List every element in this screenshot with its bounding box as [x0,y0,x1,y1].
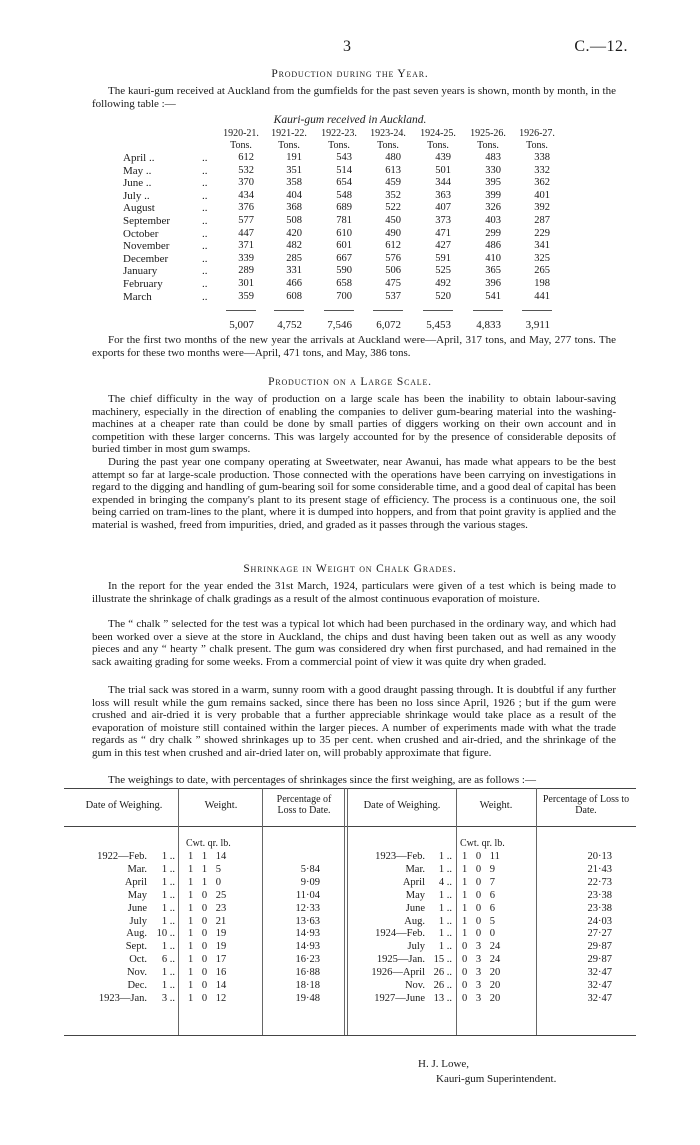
weighing-percentage: 29·87 [587,954,612,966]
weighing-date: Dec. [127,980,147,991]
large-scale-text-1: The chief difficulty in the way of production on a large scale has been the inability to obtain labour-saving machinery, especially in the direction of enabling the companies to deliver gum-bearing material into the washing-machines at a cheaper rate than could be done by small parties of diggers working on their own account and in competition with these larger concerns. This was largely accounted for by the presence of considerable deposits of buried timber in most gum swamps. [92,393,616,456]
table-cell: 331 [286,265,302,277]
table-cell: 608 [286,290,302,302]
heading-production-during-year: Production during the Year. [271,68,429,80]
weight-units-left: Cwt. qr. lb. [186,838,231,849]
weighing-weight: 1 0 16 [188,967,227,979]
table-cell: 590 [336,265,352,277]
month-label: January [123,265,158,278]
weighing-date: May [405,889,425,901]
table-caption: Kauri-gum received in Auckland. [273,114,427,126]
month-label: October [123,227,159,240]
weighing-date: June [127,902,147,914]
table-cell: 325 [534,252,550,264]
weighing-weight: 1 1 0 [188,876,221,888]
weighing-day: 1 .. [161,980,175,991]
weighing-date: Aug. [404,915,425,927]
unit-header: Tons. [230,140,252,151]
table-cell: 781 [336,215,352,226]
unit-header: Tons. [278,140,300,151]
weighing-date: 1923—Jan. [98,992,147,1004]
weighing-percentage: 18·18 [295,980,320,991]
weighing-percentage: 16·88 [295,967,320,979]
weighing-percentage: 23·38 [587,889,612,901]
table-cell: 326 [485,202,501,214]
table-cell: 339 [238,252,254,264]
weighing-date: Nov. [126,967,147,979]
weighing-date: July [407,941,425,953]
leader-dots: .. [202,252,208,265]
table-cell: 486 [485,240,501,252]
weighing-percentage: 16·23 [295,954,320,966]
table-cell: 577 [238,215,254,226]
weighing-percentage: 9·09 [300,876,320,888]
table-cell: 299 [485,227,501,239]
weighing-weight: 0 3 20 [462,980,501,991]
weighing-weight: 0 3 24 [462,954,501,966]
weighing-percentage: 20·13 [587,851,612,862]
weighing-weight: 1 0 11 [462,851,500,862]
table-cell: 229 [534,227,550,239]
weighing-day: 1 .. [161,915,175,927]
table-cell: 403 [485,215,501,226]
signature-title: Kauri-gum Superintendent. [436,1073,557,1085]
weighing-day: 1 .. [438,889,452,901]
total-cell: 4,833 [476,319,501,331]
header-bottom-rule [64,826,636,827]
weighing-weight: 1 0 25 [188,889,227,901]
table-cell: 191 [286,152,302,163]
weighing-date: Aug. [126,928,147,940]
table-cell: 338 [534,152,550,163]
weighing-day: 1 .. [161,851,175,862]
table-cell: 373 [435,215,451,226]
table-cell: 548 [336,189,352,201]
table-cell: 520 [435,290,451,302]
month-label: March [123,290,152,303]
weighing-weight: 1 0 9 [462,863,495,875]
weighing-day: 1 .. [438,902,452,914]
weighing-date: 1922—Feb. [97,851,147,862]
month-label: November [123,240,170,253]
weighing-day: 1 .. [438,863,452,875]
table-cell: 537 [385,290,401,302]
weighing-percentage: 21·43 [587,863,612,875]
table-cell: 404 [286,189,302,201]
pct-header-right: Percentage of Loss to Date. [542,794,630,816]
weighing-day: 3 .. [161,992,175,1004]
weighing-percentage: 14·93 [295,928,320,940]
table-cell: 265 [534,265,550,277]
weighing-date: 1927—June [374,992,425,1004]
weighing-day: 13 .. [433,992,452,1004]
table-cell: 285 [286,252,302,264]
weighing-weight: 1 0 23 [188,902,227,914]
weighing-day: 1 .. [438,851,452,862]
weighing-percentage: 19·48 [295,992,320,1004]
table-cell: 654 [336,177,352,189]
total-cell: 4,752 [277,319,302,331]
table-cell: 301 [238,278,254,289]
weighing-day: 1 .. [161,889,175,901]
table-cell: 532 [238,164,254,176]
total-cell: 6,072 [376,319,401,331]
year-header: 1920-21. [223,128,259,139]
weighing-percentage: 22·73 [587,876,612,888]
heading-large-scale: Production on a Large Scale. [268,376,432,388]
weighing-weight: 1 0 12 [188,992,227,1004]
year-header: 1921-22. [271,128,307,139]
year-header: 1925-26. [470,128,506,139]
weighing-date: April [402,876,425,888]
unit-header: Tons. [526,140,548,151]
table-cell: 396 [485,278,501,289]
weighing-day: 26 .. [433,980,452,991]
table-cell: 689 [336,202,352,214]
total-cell: 7,546 [327,319,352,331]
weighing-weight: 1 0 6 [462,889,495,901]
table-cell: 471 [435,227,451,239]
table-cell: 490 [385,227,401,239]
table-cell: 363 [435,189,451,201]
weighing-day: 6 .. [161,954,175,966]
table-cell: 492 [435,278,451,289]
table-cell: 359 [238,290,254,302]
table-cell: 362 [534,177,550,189]
table-cell: 700 [336,290,352,302]
weighing-day: 1 .. [161,941,175,953]
table-cell: 371 [238,240,254,252]
table-cell: 447 [238,227,254,239]
weighing-date: Sept. [125,941,147,953]
leader-dots: .. [202,265,208,278]
leader-dots: .. [202,164,208,177]
table-cell: 612 [238,152,254,163]
date-header-left: Date of Weighing. [85,800,163,811]
table-cell: 392 [534,202,550,214]
weighing-weight: 1 0 5 [462,915,495,927]
table-cell: 459 [385,177,401,189]
table-cell: 480 [385,152,401,163]
leader-dots: .. [202,215,208,227]
shrinkage-text-2: The “ chalk ” selected for the test was a typical lot which had been purchased in the ordinary way, and which had been worked over a sieve at the store in Auckland, the chips and dust having been taken out as well as any woody pieces and any “ hearty ” chalk present. The gum was considered dry when first purchased, and had remained in the sack awaiting grading for some weeks. From a commercial point of view it was quite dry when graded. [92,618,616,668]
table-cell: 289 [238,265,254,277]
shrinkage-text-4: The weighings to date, with percentages of shrinkages since the first weighing, are as follows :— [108,774,536,786]
month-label: July .. [123,189,150,202]
weighing-day: 1 .. [161,902,175,914]
weight-header-left: Weight. [204,800,238,811]
weighing-date: Nov. [404,980,425,991]
table-bottom-rule [64,1035,636,1036]
after-table-text: For the first two months of the new year the arrivals at Auckland were—April, 317 tons, and May, 277 tons. The exports for these two months were—April, 471 tons, and May, 386 tons. [92,334,616,359]
month-label: June .. [123,177,152,190]
leader-dots: .. [202,152,208,164]
table-cell: 601 [336,240,352,252]
total-cell: 5,453 [426,319,451,331]
year-header: 1924-25. [420,128,456,139]
weighing-date: Mar. [405,863,425,875]
weighing-percentage: 14·93 [295,941,320,953]
weighing-day: 1 .. [438,928,452,940]
weighing-percentage: 11·04 [295,889,320,901]
intro-text: The kauri-gum received at Auckland from the gumfields for the past seven years is shown, month by month, in the following table :— [92,85,616,110]
table-cell: 370 [238,177,254,189]
weighing-weight: 1 0 0 [462,928,495,940]
document-reference: C.—12. [574,38,628,55]
large-scale-text-2: During the past year one company operating at Sweetwater, near Awanui, has made what appears to be the best attempt so far at large-scale production. Those connected with the operations have been carrying on investigations in regard to the digging and handling of gum-bearing soil for some considerable time, and a good deal of capital has been expended in bringing the company's plant to its present stage of efficiency. The process is a continuous one, the soil being carried on tram-lines to the plant, where it is dumped into hoppers, and from that point gravity is applied and the material is washed, freed from impurities, dried, and graded as it passes through the various stages. [92,456,616,531]
weighing-day: 10 .. [156,928,175,940]
weighing-percentage: 5·84 [300,863,320,875]
table-cell: 612 [385,240,401,252]
leader-dots: .. [202,177,208,190]
month-label: April .. [123,152,155,164]
table-cell: 399 [485,189,501,201]
year-header: 1926-27. [519,128,555,139]
table-cell: 352 [385,189,401,201]
column-rule [344,788,345,1035]
table-cell: 508 [286,215,302,226]
table-cell: 483 [485,152,501,163]
table-cell: 198 [534,278,550,289]
weighing-percentage: 27·27 [587,928,612,940]
table-cell: 376 [238,202,254,214]
weighing-percentage: 13·63 [295,915,320,927]
weighing-day: 15 .. [433,954,452,966]
total-cell: 3,911 [525,319,550,331]
weighing-weight: 1 0 17 [188,954,227,966]
table-cell: 522 [385,202,401,214]
year-header: 1923-24. [370,128,406,139]
table-top-rule [64,788,636,789]
table-cell: 475 [385,278,401,289]
weight-units-right: Cwt. qr. lb. [460,838,505,849]
table-cell: 613 [385,164,401,176]
weighing-weight: 1 0 21 [188,915,227,927]
weighing-weight: 1 0 14 [188,980,227,991]
table-cell: 667 [336,252,352,264]
weighing-weight: 0 3 20 [462,992,501,1004]
leader-dots: .. [202,202,208,215]
leader-dots: .. [202,290,208,303]
weighing-weight: 1 0 19 [188,928,227,940]
weighing-date: May [127,889,147,901]
table-cell: 358 [286,177,302,189]
month-label: September [123,215,171,227]
table-cell: 368 [286,202,302,214]
unit-header: Tons. [377,140,399,151]
weighing-percentage: 32·47 [587,992,612,1004]
table-cell: 395 [485,177,501,189]
weighing-weight: 1 0 19 [188,941,227,953]
table-cell: 658 [336,278,352,289]
table-cell: 407 [435,202,451,214]
weighing-weight: 0 3 20 [462,967,501,979]
weighing-day: 1 .. [438,915,452,927]
leader-dots: .. [202,240,208,253]
table-cell: 450 [385,215,401,226]
weighing-day: 1 .. [161,863,175,875]
weighing-weight: 1 1 5 [188,863,221,875]
weighing-day: 26 .. [433,967,452,979]
leader-dots: .. [202,227,208,240]
table-cell: 466 [286,278,302,289]
table-cell: 332 [534,164,550,176]
table-cell: 341 [534,240,550,252]
table-cell: 610 [336,227,352,239]
table-cell: 351 [286,164,302,176]
table-cell: 525 [435,265,451,277]
weighing-percentage: 29·87 [587,941,612,953]
date-header-right: Date of Weighing. [363,800,441,811]
table-cell: 441 [534,290,550,302]
weighing-date: Oct. [129,954,147,966]
weighing-date: 1923—Feb. [375,851,425,862]
weighing-weight: 1 0 7 [462,876,495,888]
weighing-percentage: 24·03 [587,915,612,927]
weighing-weight: 1 1 14 [188,851,227,862]
heading-shrinkage: Shrinkage in Weight on Chalk Grades. [243,563,457,575]
table-cell: 401 [534,189,550,201]
page-number: 3 [343,38,351,55]
weighing-date: July [129,915,147,927]
leader-dots: .. [202,278,208,290]
weighing-percentage: 32·47 [587,980,612,991]
table-cell: 434 [238,189,254,201]
weighing-day: 1 .. [438,941,452,953]
table-cell: 541 [485,290,501,302]
table-cell: 420 [286,227,302,239]
table-cell: 439 [435,152,451,163]
table-cell: 543 [336,152,352,163]
column-rule [456,788,457,1035]
leader-dots: .. [202,189,208,202]
table-cell: 427 [435,240,451,252]
unit-header: Tons. [477,140,499,151]
pct-header-left: Percentage of Loss to Date. [276,794,332,816]
month-label: December [123,252,169,265]
month-label: August [123,202,155,215]
signature-name: H. J. Lowe, [418,1058,470,1070]
table-cell: 330 [485,164,501,176]
weighing-date: Mar. [127,863,147,875]
month-label: February [123,278,163,290]
table-cell: 514 [336,164,352,176]
weight-header-right: Weight. [479,800,513,811]
month-label: May .. [123,164,152,177]
column-rule [536,788,537,1035]
table-cell: 591 [435,252,451,264]
center-rule-double [347,788,348,1035]
weighing-date: 1926—April [371,967,425,979]
weighing-day: 1 .. [161,876,175,888]
shrinkage-text-3: The trial sack was stored in a warm, sunny room with a good draught passing through. It is doubtful if any further loss will result while the gum remains sacked, since there has been no loss since April, 1926 ; but if the gum were crushed and air-dried it is very probable that a further appreciable shrinkage would take place as a result of the evaporation of moisture still contained within the larger pieces. A number of experiments made with what the trade regards as “ dry chalk ” showed shrinkages up to 35 per cent. when crushed and air-dried, and the shrinkage of the gum in this test when crushed and air-dried later on, will probably approximate that figure. [92,684,616,759]
weighing-day: 4 .. [438,876,452,888]
table-cell: 287 [534,215,550,226]
shrinkage-text-1: In the report for the year ended the 31st March, 1924, particulars were given of a test which is being made to illustrate the shrinkage of chalk gradings as a result of the almost continuous evaporation of moisture. [92,580,616,605]
weighing-percentage: 12·33 [295,902,320,914]
table-cell: 501 [435,164,451,176]
weighing-date: June [405,902,425,914]
table-cell: 506 [385,265,401,277]
unit-header: Tons. [427,140,449,151]
year-header: 1922-23. [321,128,357,139]
column-rule [262,788,263,1035]
weighing-date: 1925—Jan. [376,954,425,966]
column-rule [178,788,179,1035]
table-cell: 482 [286,240,302,252]
weighing-weight: 0 3 24 [462,941,501,953]
weighing-date: April [124,876,147,888]
table-cell: 410 [485,252,501,264]
weighing-date: 1924—Feb. [375,928,425,940]
weighing-weight: 1 0 6 [462,902,495,914]
table-cell: 576 [385,252,401,264]
unit-header: Tons. [328,140,350,151]
table-cell: 344 [435,177,451,189]
weighing-percentage: 23·38 [587,902,612,914]
total-cell: 5,007 [229,319,254,331]
weighing-percentage: 32·47 [587,967,612,979]
weighing-day: 1 .. [161,967,175,979]
table-cell: 365 [485,265,501,277]
